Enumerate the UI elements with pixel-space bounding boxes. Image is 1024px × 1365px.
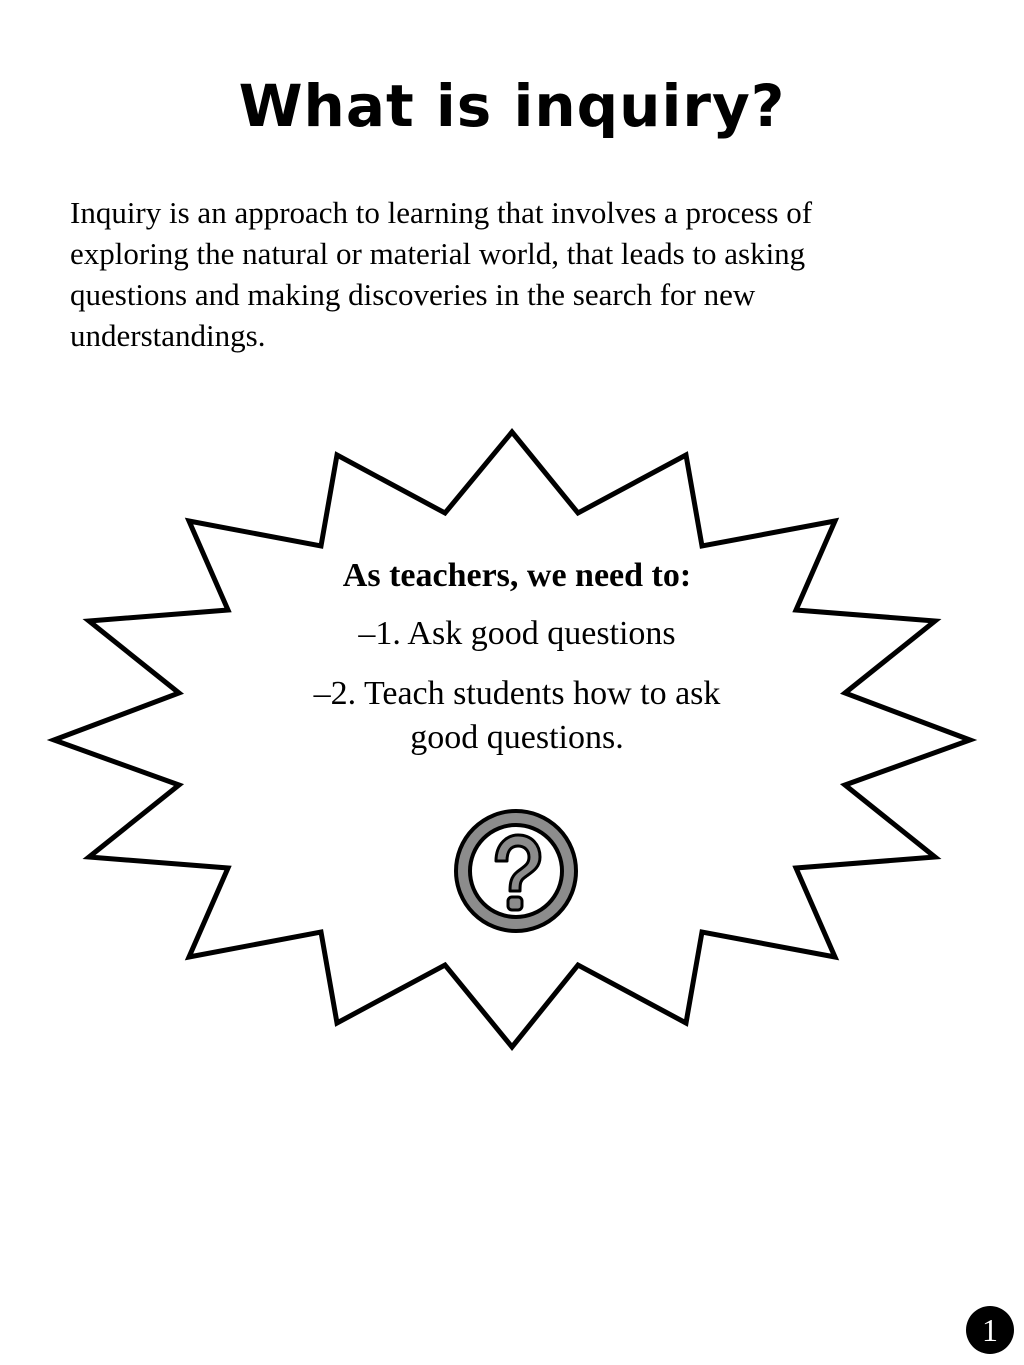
page-title: What is inquiry?: [238, 72, 786, 140]
callout-item-2: –2. Teach students how to ask good questions.: [313, 675, 721, 756]
callout-content: [300, 552, 734, 776]
intro-paragraph: Inquiry is an approach to learning that involves a process of exploring the natural or material world, that leads to asking questions and making discoveries in the search for new understandings.: [70, 195, 813, 353]
callout-heading: As teachers, we need to:: [342, 557, 692, 594]
page-number-badge: 1: [966, 1306, 1014, 1354]
callout-item-1: –1. Ask good questions: [358, 615, 676, 652]
question-mark-icon: [450, 805, 582, 937]
